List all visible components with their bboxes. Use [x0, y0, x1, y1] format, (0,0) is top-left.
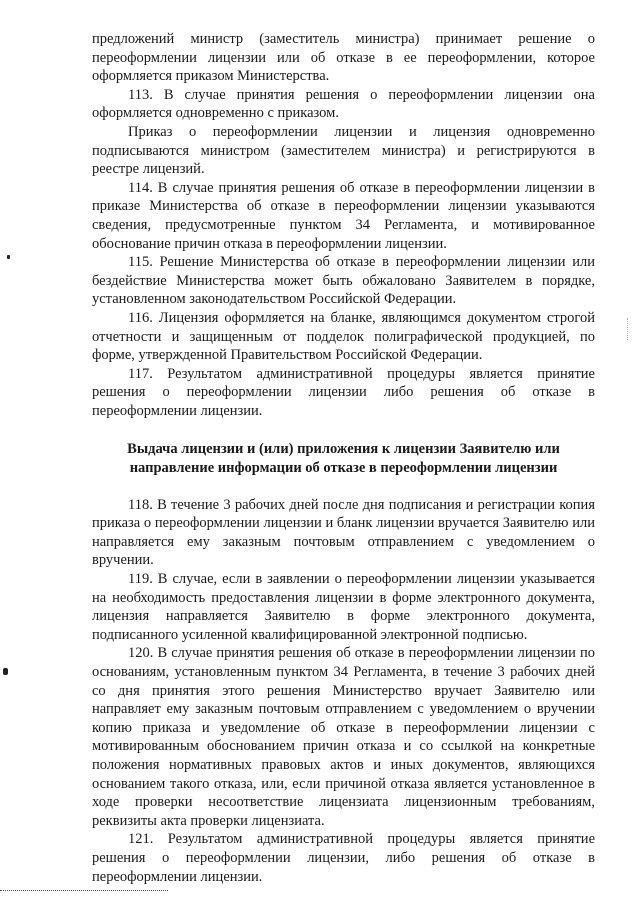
footer-rule [0, 890, 168, 891]
paragraph-121: 121. Результатом административной процедуры является принятие решения о переоформлении лицензии, либо решения об отказе в переоформлении лицензии. [92, 831, 595, 885]
paragraph-116: 116. Лицензия оформляется на бланке, являющимся документом строгой отчетности и защищенным от подделок полиграфической продукцией, по форме, утвержденной Правительством Российской Федерации. [92, 309, 595, 364]
section-heading: Выдача лицензии и (или) приложения к лицензии Заявителю или направление информации об отказе в переоформлении лицензии [127, 441, 560, 477]
paragraph-113: 113. В случае принятия решения о переоформлении лицензии она оформляется одновременно с приказом. [92, 86, 595, 122]
paragraph-114: 114. В случае принятия решения об отказе в переоформлении лицензии в приказе Министерства об отказе в переоформлении лицензии указываются сведения, предусмотренные пунктом 34 Регламента, и мотивированное обоснование причин отказа в переоформлении лицензии. [92, 179, 595, 252]
scan-edge-noise [627, 318, 634, 340]
paragraph-115: 115. Решение Министерства об отказе в переоформлении лицензии или бездействие Министерства может быть обжаловано Заявителем в порядке, установленном законодательством Российской Федерации. [92, 254, 595, 308]
paragraph-120: 120. В случае принятия решения об отказе в переоформлении лицензии по основаниям, установленным пунктом 34 Регламента, в течение 3 рабочих дней со дня принятия этого решения Министерство вручает Заявителю или направляет ему заказным почтовым отправлением с уведомлением о вручении копию приказа и уведомление об отказе в переоформлении лицензии с мотивированным обоснованием причин отказа и со ссылкой на конкретные положения нормативных правовых актов и иных документов, являющихся основанием такого отказа, или, если причиной отказа является установленное в ходе проверки несоответствие лицензиата лицензионным требованиям, реквизиты акта проверки лицензиата. [92, 645, 595, 829]
paragraph-117: 117. Результатом административной процедуры является принятие решения о переоформлении лицензии либо решения об отказе в переоформлении лицензии. [92, 365, 595, 419]
scan-speck [7, 255, 10, 259]
paragraph: Приказ о переоформлении лицензии и лицензия одновременно подписываются министром (заместителем министра) и регистрируются в реестре лицензий. [92, 123, 595, 178]
document-body [92, 30, 595, 886]
paragraph: предложений министр (заместитель министра) принимает решение о переоформлении лицензии или об отказе в ее переоформлении, которое оформляется приказом Министерства. [92, 31, 595, 85]
paragraph-119: 119. В случае, если в заявлении о переоформлении лицензии указывается на необходимость предоставления лицензии в форме электронного документа, лицензия направляется Заявителю в форме электронного документа, подписанного усиленной квалифицированной электронной подписью. [92, 571, 595, 643]
paragraph-118: 118. В течение 3 рабочих дней после дня подписания и регистрации копия приказа о переоформлении лицензии и бланк лицензии вручается Заявителю или направляется ему заказным почтовым отправлением с уведомлением о вручении. [92, 496, 595, 569]
scan-speck [3, 668, 8, 675]
